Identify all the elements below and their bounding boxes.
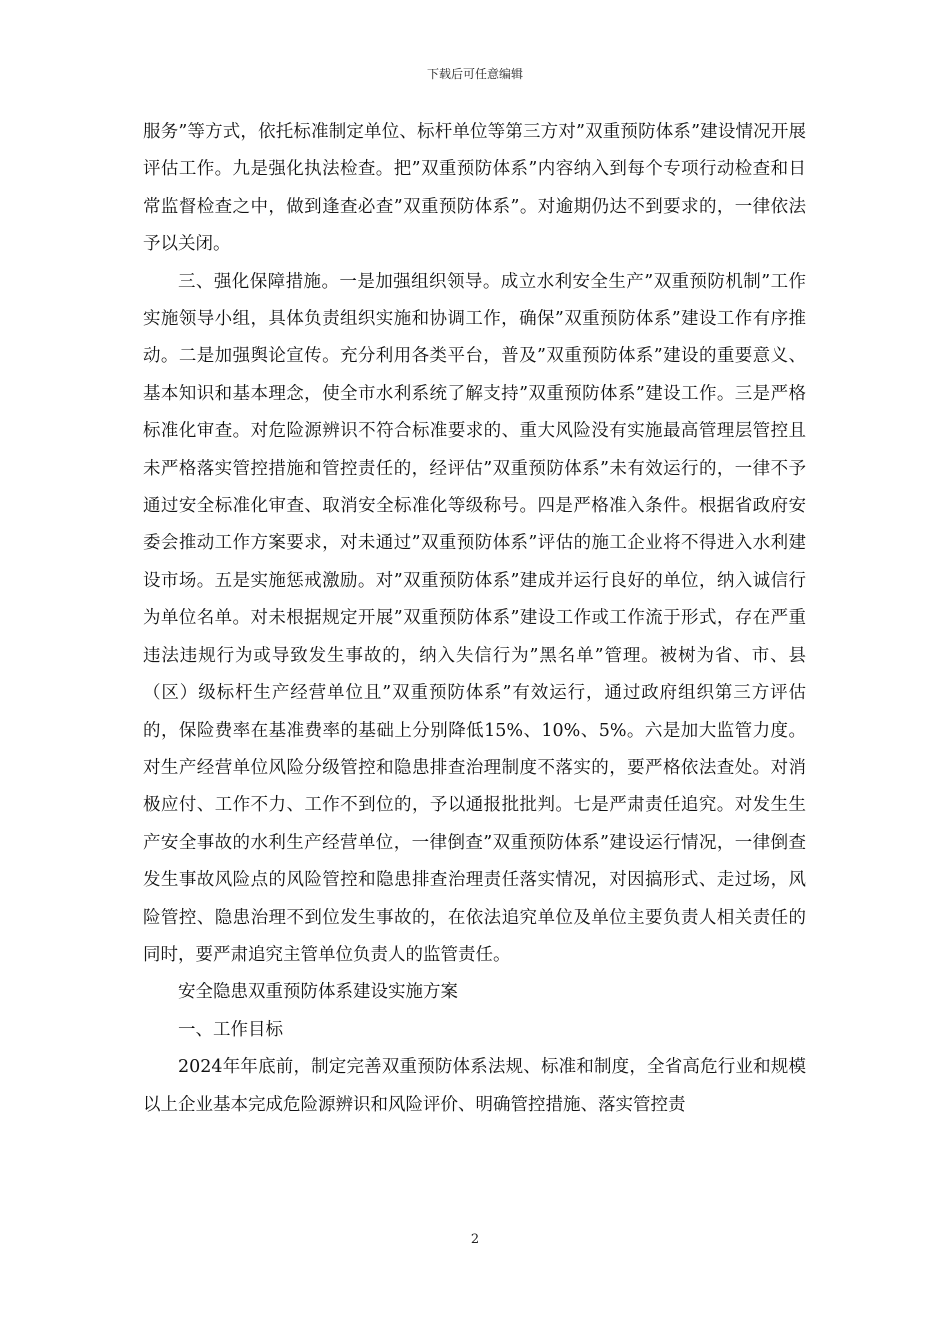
- document-body: [143, 114, 806, 1124]
- section-heading-work-goals: 一、工作目标: [178, 1019, 283, 1040]
- paragraph-work-goals: 2024年年底前，制定完善双重预防体系法规、标准和制度，全省高危行业和规模以上企业基本完成危险源辨识和风险评价、明确管控措施、落实管控责: [143, 1057, 806, 1115]
- page-header: 下载后可任意编辑: [426, 67, 523, 81]
- section-heading-plan-title: 安全隐患双重预防体系建设实施方案: [178, 982, 458, 1003]
- page-number: 2: [470, 1232, 480, 1247]
- paragraph-continuation: 服务”等方式，依托标准制定单位、标杆单位等第三方对”双重预防体系”建设情况开展评估工作。九是强化执法检查。把”双重预防体系”内容纳入到每个专项行动检查和日常监督检查之中，做到逢查必查”双重预防体系”。对逾期仍达不到要求的，一律依法予以关闭。: [143, 122, 806, 255]
- paragraph-safeguard-measures: 三、强化保障措施。一是加强组织领导。成立水利安全生产”双重预防机制”工作实施领导小组，具体负责组织实施和协调工作，确保”双重预防体系”建设工作有序推动。二是加强舆论宣传。充分利用各类平台，普及”双重预防体系”建设的重要意义、基本知识和基本理念，使全市水利系统了解支持”双重预防体系”建设工作。三是严格标准化审查。对危险源辨识不符合标准要求的、重大风险没有实施最高管理层管控且未严格落实管控措施和管控责任的，经评估”双重预防体系”未有效运行的，一律不予通过安全标准化审查、取消安全标准化等级称号。四是严格准入条件。根据省政府安委会推动工作方案要求，对未通过”双重预防体系”评估的施工企业将不得进入水利建设市场。五是实施惩戒激励。对”双重预防体系”建成并运行良好的单位，纳入诚信行为单位名单。对未根据规定开展”双重预防体系”建设工作或工作流于形式，存在严重违法违规行为或导致发生事故的，纳入失信行为”黑名单”管理。被树为省、市、县（区）级标杆生产经营单位且”双重预防体系”有效运行，通过政府组织第三方评估的，保险费率在基准费率的基础上分别降低15%、10%、5%。六是加大监管力度。对生产经营单位风险分级管控和隐患排查治理制度不落实的，要严格依法查处。对消极应付、工作不力、工作不到位的，予以通报批批判。七是严肃责任追究。对发生生产安全事故的水利生产经营单位，一律倒查”双重预防体系”建设运行情况，一律倒查发生事故风险点的风险管控和隐患排查治理责任落实情况，对因搞形式、走过场，风险管控、隐患治理不到位发生事故的，在依法追究单位及单位主要负责人相关责任的同时，要严肃追究主管单位负责人的监管责任。: [143, 271, 806, 965]
